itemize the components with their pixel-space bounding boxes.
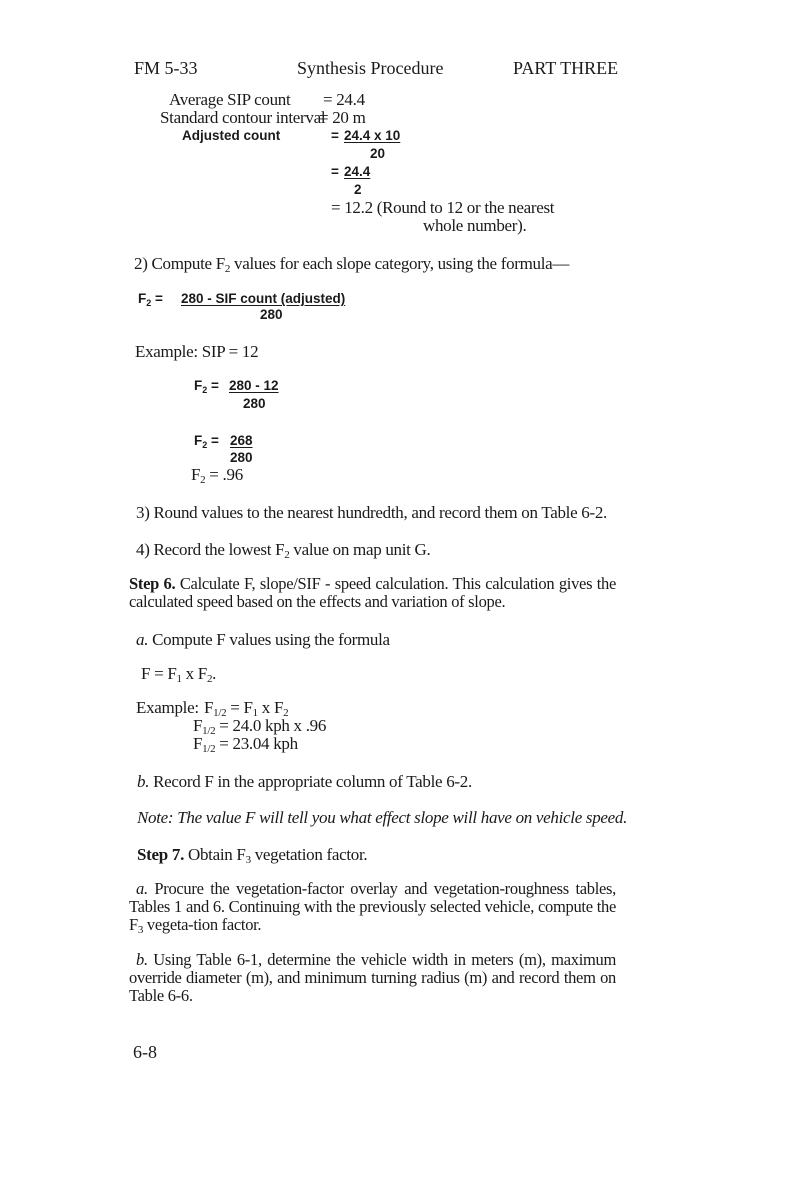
example-line2-numerator: 268 <box>230 433 253 448</box>
example-label: Example: SIP = 12 <box>135 342 259 361</box>
avg-value: = 24.4 <box>323 90 365 109</box>
example-line1-denominator: 280 <box>243 396 266 411</box>
example2-line3: F1/2 = 23.04 kph <box>193 734 298 755</box>
formula-denominator: 280 <box>260 307 283 322</box>
interval-label: Standard contour interval <box>160 108 326 127</box>
step7a-paragraph: a. Procure the vegetation-factor overlay and vegetation-roughness tables, Tables 1 and 6. Continuing with the previously selected vehicle, compute the F3 vegeta-tion factor. <box>129 879 616 936</box>
step7-text: Step 7. Obtain F3 vegetation factor. <box>137 845 368 866</box>
note-text: Note: The value F will tell you what effect slope will have on vehicle speed. <box>137 808 628 827</box>
step2-text: 2) Compute F2 values for each slope category, using the formula— <box>134 254 570 275</box>
page-number: 6-8 <box>133 1042 157 1062</box>
avg-label: Average SIP count <box>169 90 291 109</box>
formula-lhs: $F_2$ = <box>138 291 163 308</box>
example-line3: F2 = .96 <box>191 465 243 486</box>
example-f2-line1: $F_2$ = <box>194 378 219 395</box>
step6a-text: a. Compute F values using the formula <box>136 630 390 649</box>
eq1-denominator: 20 <box>370 146 386 161</box>
example-f2-line2: $F_2$ = <box>194 433 219 450</box>
eq2-numerator: 24.4 <box>344 164 371 179</box>
example-line1-numerator: 280 - 12 <box>229 378 279 393</box>
eq2-sign: = <box>331 164 339 179</box>
header-doc-id: FM 5-33 <box>134 58 198 78</box>
step7b-paragraph: b. Using Table 6-1, determine the vehicle width in meters (m), maximum override diameter (m), and minimum turning radius (m) and record them on Table 6-6. <box>129 950 616 1005</box>
result-cont: whole number). <box>423 216 527 235</box>
header-part: PART THREE <box>513 58 619 78</box>
adjusted-label: Adjusted count <box>182 128 281 143</box>
step6-paragraph: Step 6. Calculate F, slope/SIF - speed calculation. This calculation gives the calculated speed based on the effects and variation of slope. <box>129 574 616 611</box>
step4-text: 4) Record the lowest F2 value on map unit G. <box>136 540 431 561</box>
step6b-text: b. Record F in the appropriate column of Table 6-2. <box>137 772 472 791</box>
example2-line2: F1/2 = 24.0 kph x .96 <box>193 716 327 737</box>
formula-f: F = F1 x F2. <box>141 664 217 685</box>
result: = 12.2 (Round to 12 or the nearest <box>331 198 555 217</box>
header-title: Synthesis Procedure <box>297 58 444 78</box>
eq1-sign: = <box>331 128 339 143</box>
step3-text: 3) Round values to the nearest hundredth, and record them on Table 6-2. <box>136 503 608 522</box>
example2-line1: F1/2 = F1 x F2 <box>204 698 289 719</box>
eq2-denominator: 2 <box>354 182 362 197</box>
interval-value: = 20 m <box>319 108 366 127</box>
formula-numerator: 280 - SIF count (adjusted) <box>181 291 346 306</box>
example2-label: Example: <box>136 698 199 717</box>
eq1-numerator: 24.4 x 10 <box>344 128 401 143</box>
example-line2-denominator: 280 <box>230 450 253 465</box>
